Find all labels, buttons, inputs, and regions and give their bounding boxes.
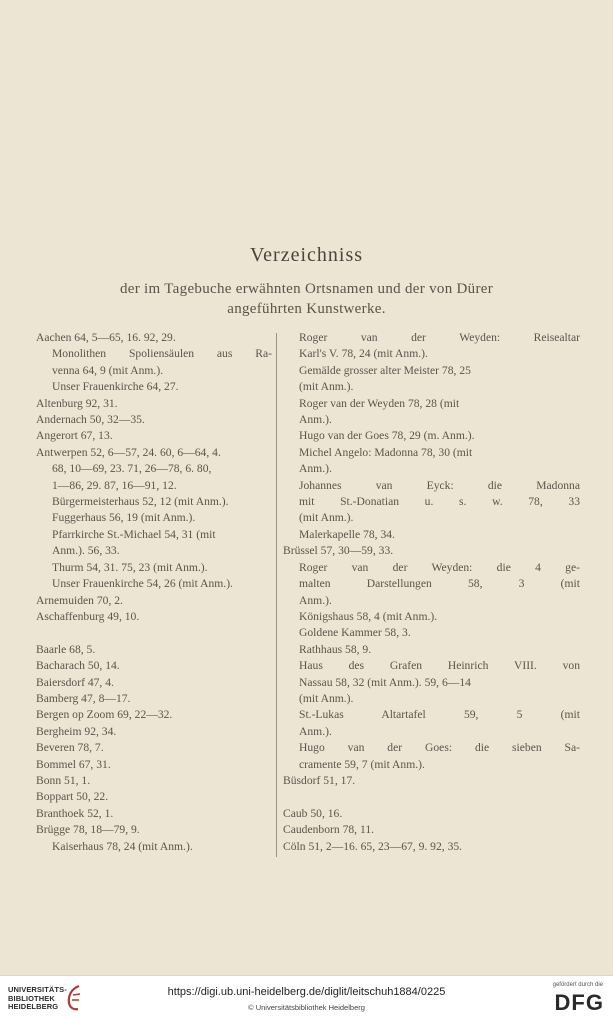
index-entry-line: Anm.).	[299, 724, 332, 738]
index-entry-line: Fuggerhaus 56, 19 (mit Anm.).	[52, 511, 196, 525]
index-entry-line: Unser Frauenkirche 54, 26 (mit Anm.).	[52, 577, 233, 591]
index-entry-line: Roger van der Weyden: Reisealtar	[299, 331, 580, 344]
index-entry-line: Pfarrkirche St.-Michael 54, 31 (mit	[52, 527, 216, 541]
index-entry-line: Aachen 64, 5—65, 16. 92, 29.	[36, 331, 176, 344]
university-logo-line: BIBLIOTHEK	[8, 993, 55, 1003]
index-entry-line: (mit Anm.).	[299, 691, 354, 705]
index-entry-line: Bamberg 47, 8—17.	[36, 691, 131, 705]
index-entry-line: Johannes van Eyck: die Madonna	[299, 478, 580, 492]
index-entry-line: Hugo van der Goes: die sieben Sa-	[299, 741, 580, 755]
index-entry-line: Nassau 58, 32 (mit Anm.). 59, 6—14	[299, 675, 471, 689]
index-entry-line: Bonn 51, 1.	[36, 773, 91, 787]
index-entry-line: Altenburg 92, 31.	[36, 396, 118, 410]
index-entry-line: Karl's V. 78, 24 (mit Anm.).	[299, 347, 428, 361]
funding-note: gefördert durch die	[552, 982, 603, 988]
index-entry-line: Michel Angelo: Madonna 78, 30 (mit	[299, 445, 473, 459]
index-entry-line: (mit Anm.).	[299, 511, 354, 525]
index-entry-line: Thurm 54, 31. 75, 23 (mit Anm.).	[52, 560, 208, 574]
index-entry-line: Anm.).	[299, 413, 332, 427]
page-subtitle-line-1: der im Tagebuche erwähnten Ortsnamen und der von Dürer	[119, 281, 494, 297]
index-entry-line: Brüssel 57, 30—59, 33.	[283, 544, 394, 558]
index-entry-line: 68, 10—69, 23. 71, 26—78, 6. 80,	[52, 462, 212, 476]
index-entry-line: Aschaffenburg 49, 10.	[36, 609, 140, 623]
index-entry-line: Brügge 78, 18—79, 9.	[36, 823, 140, 837]
index-entry-line: 1—86, 29. 87, 16—91, 12.	[52, 478, 177, 492]
index-entry-line: mit St.-Donatian u. s. w. 78, 33	[299, 495, 580, 509]
index-entry-line: Antwerpen 52, 6—57, 24. 60, 6—64, 4.	[36, 445, 221, 459]
index-column-right	[283, 330, 580, 855]
index-entry-line: Bacharach 50, 14.	[36, 659, 120, 673]
index-entry-line: Unser Frauenkirche 64, 27.	[52, 380, 179, 394]
index-entry-line: Anm.).	[299, 593, 332, 607]
index-entry-line: Roger van der Weyden 78, 28 (mit	[299, 396, 460, 410]
index-entry-line: Angerort 67, 13.	[36, 429, 113, 443]
index-entry-line: Haus des Grafen Heinrich VIII. von	[299, 659, 580, 673]
index-entry-line: Hugo van der Goes 78, 29 (m. Anm.).	[299, 429, 475, 443]
index-entry-line: Branthoek 52, 1.	[36, 806, 114, 820]
index-entry-line: Goldene Kammer 58, 3.	[299, 626, 411, 640]
index-entry-line: St.-Lukas Altartafel 59, 5 (mit	[299, 708, 580, 722]
index-entry-line: malten Darstellungen 58, 3 (mit	[299, 577, 580, 591]
index-entry-line: Bergheim 92, 34.	[36, 724, 117, 738]
page-subtitle-line-2: angeführten Kunstwerke.	[227, 301, 386, 317]
permalink-url[interactable]: https://digi.ub.uni-heidelberg.de/diglit/leitschuh1884/0225	[167, 986, 446, 998]
index-entry-line: Monolithen Spoliensäulen aus Ra-	[52, 347, 272, 361]
index-entry-line: Boppart 50, 22.	[36, 790, 109, 804]
index-entry-line: Caudenborn 78, 11.	[283, 823, 375, 837]
index-entry-line: cramente 59, 7 (mit Anm.).	[299, 757, 425, 771]
index-entry-line: Baiersdorf 47, 4.	[36, 675, 114, 689]
page-title: Verzeichniss	[249, 244, 364, 266]
index-entry-line: Bergen op Zoom 69, 22—32.	[36, 708, 173, 722]
index-entry-line: Anm.).	[299, 462, 332, 476]
index-entry-line: Königshaus 58, 4 (mit Anm.).	[299, 609, 438, 623]
index-entry-line: Beveren 78, 7.	[36, 741, 104, 755]
index-entry-line: Rathhaus 58, 9.	[299, 642, 372, 656]
index-entry-line: Bürgermeisterhaus 52, 12 (mit Anm.).	[52, 495, 229, 509]
index-entry-line: Roger van der Weyden: die 4 ge-	[299, 560, 580, 574]
dfg-logo[interactable]: DFG	[554, 990, 604, 1015]
university-logo-line: HEIDELBERG	[8, 1002, 59, 1012]
index-entry-line: Kaiserhaus 78, 24 (mit Anm.).	[52, 839, 193, 853]
index-entry-line: Büsdorf 51, 17.	[283, 773, 356, 787]
index-entry-line: Baarle 68, 5.	[36, 642, 96, 656]
index-column-left	[36, 330, 272, 855]
copyright-notice: © Universitätsbibliothek Heidelberg	[248, 1003, 365, 1012]
index-entry-line: Malerkapelle 78, 34.	[299, 527, 395, 541]
column-divider	[276, 333, 277, 857]
index-entry-line: Cöln 51, 2—16. 65, 23—67, 9. 92, 35.	[283, 839, 463, 853]
index-entry-line: Anm.). 56, 33.	[52, 544, 120, 558]
index-entry-line: Andernach 50, 32—35.	[36, 413, 145, 427]
index-entry-line: Arnemuiden 70, 2.	[36, 593, 123, 607]
index-entry-line: Gemälde grosser alter Meister 78, 25	[299, 363, 471, 377]
index-entry-line: venna 64, 9 (mit Anm.).	[52, 363, 164, 377]
index-entry-line: (mit Anm.).	[299, 380, 354, 394]
university-logo-line: UNIVERSITÄTS-	[8, 985, 67, 994]
index-entry-line: Bommel 67, 31.	[36, 757, 111, 771]
index-entry-line: Caub 50, 16.	[283, 806, 343, 820]
viewer-footer	[0, 975, 613, 1020]
